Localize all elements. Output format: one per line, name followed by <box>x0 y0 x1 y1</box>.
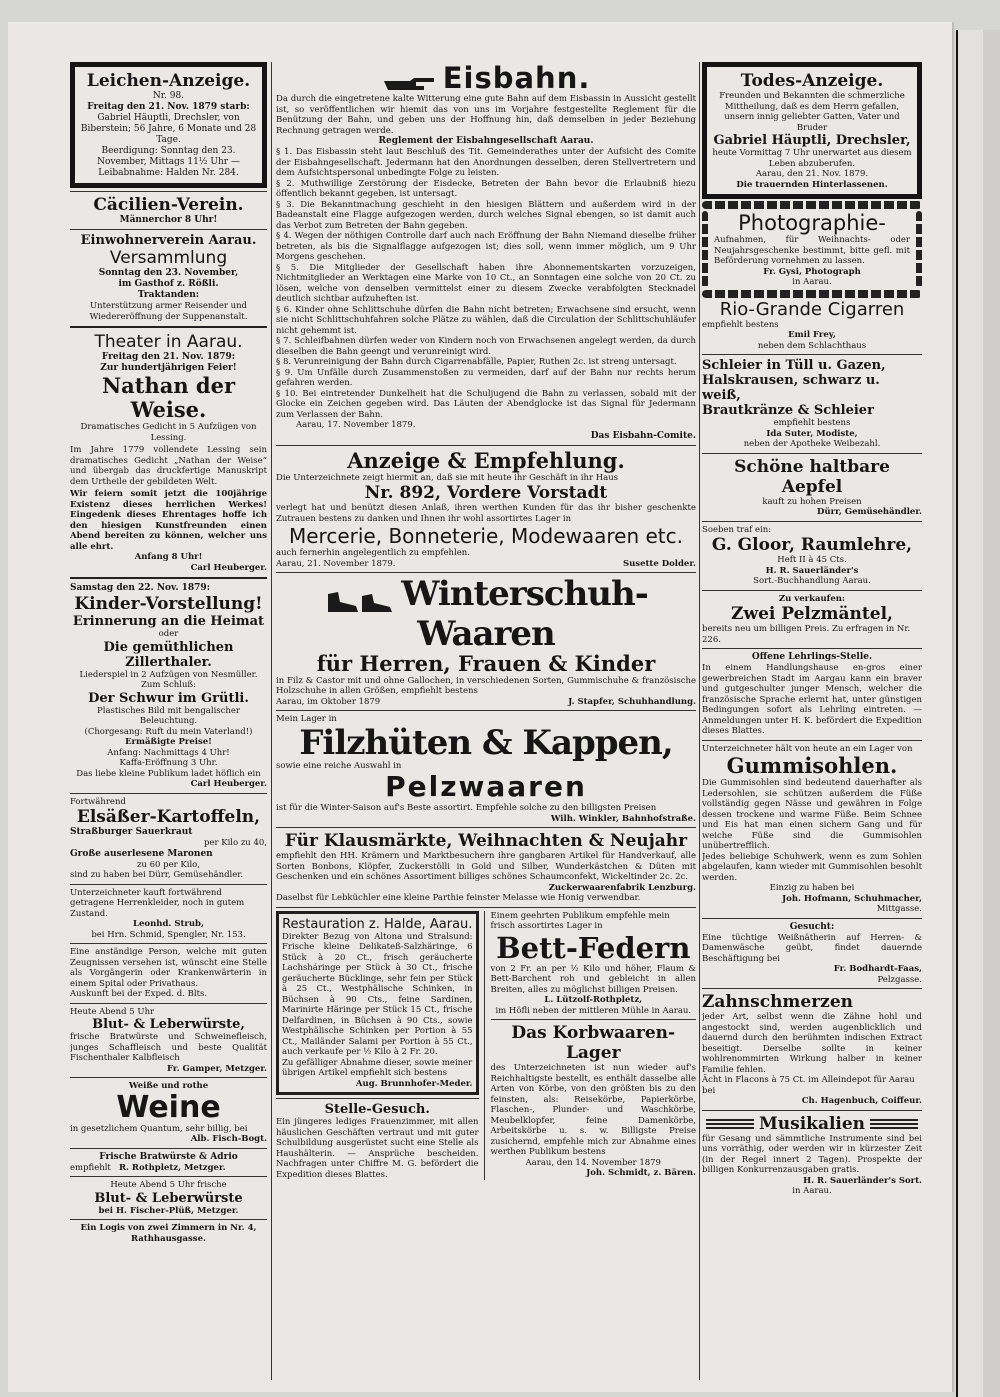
theater-date: Freitag den 21. Nov. 1879: <box>101 352 236 362</box>
gesucht-sign: Fr. Bodhardt-Faas, <box>833 964 922 974</box>
gloor-ad <box>702 525 922 587</box>
stelle-gesuch-ad <box>276 1102 479 1180</box>
rio-addr: neben dem Schlachthaus <box>757 340 867 351</box>
pelz-pre: Zu verkaufen: <box>778 593 846 604</box>
blut1-sign: Fr. Gamper, Metzger. <box>167 1063 267 1074</box>
column-rule-2 <box>699 62 700 1380</box>
aepfel-ad <box>702 457 922 518</box>
theater-desc: Dramatisches Gedicht in 5 Aufzügen von Lessing. <box>80 422 257 443</box>
winter-sign: J. Stapfer, Schuhhandlung. <box>568 696 696 707</box>
aepfel-text: kauft zu hohen Preisen <box>762 496 862 507</box>
stelle-text: Ein jüngeres lediges Frauenzimmer, mit allen häuslichen Geschäften vertraut und mit guter Schulbildung ausgerüstet sucht eine Stelle als Haushälterin. — Ansprüche bescheiden. Nachfragen unter Chiffre M. G. befördert die Expedition dieses Blattes. <box>276 1117 479 1180</box>
klaus-title: Für Klausmärkte, Weihnachten & Neujahr <box>284 831 688 851</box>
kleider-ad <box>70 888 267 941</box>
filz-mid: sowie eine reiche Auswahl in <box>276 760 402 771</box>
todes-text2: heute Vormittag 7 Uhr unerwartet aus diesem Leben abzuberufen. <box>712 148 912 169</box>
rio-grande-ad <box>702 300 922 352</box>
chain-border-left <box>702 211 708 288</box>
todes-sign: Die trauernden Hinterlassenen. <box>736 179 888 190</box>
aepfel-title: Schöne haltbare Aepfel <box>734 456 890 497</box>
einwohner-tract: Unterstützung armer Reisender und Wiedereröffnung der Suppenanstalt. <box>89 301 248 322</box>
restauration-ad <box>276 911 479 1096</box>
caecilien-sub: Männerchor 8 Uhr! <box>119 215 218 225</box>
bett-pre: Einem geehrten Publikum empfehle mein frisch assortirtes Lager in <box>490 910 670 931</box>
rio-sign: Emil Frey, <box>788 330 836 340</box>
zahn-text: jeder Art, selbst wenn die Zähne hohl und angestockt sind, werden augenblicklich und dauernd durch den berühmten indischen Extract beseitigt. Derselbe sollte in keiner wohlrenommirten Wirkung halber in keiner Familie fehlen. <box>702 1012 922 1075</box>
anzeige-text3: auch fernerhin angelegentlich zu empfehlen. <box>276 548 470 558</box>
blut1-text: frische Bratwürste und Schweinefleisch, junges Schaffleisch und beste Qualität Fischenthaler Kalbfleisch <box>70 1032 267 1063</box>
eisbahn-rule-10: § 10. Bei eintretender Dunkelheit hat die Schuljugend die Bahn zu verlassen, sobald mit der Glocke ein Zeichen gegeben wird. Das Läuten der Abendglocke ist das Signal für Jedermann zum Verlassen der Bahn. <box>276 388 696 420</box>
restauration-sign: Aug. Brunnhofer-Meder. <box>355 1078 473 1089</box>
einwohner-date: Sonntag den 23. November, <box>98 268 239 278</box>
kartoffeln-maronen: Große auserlesene Maronen <box>70 848 213 859</box>
musik-place: in Aarau. <box>792 1186 832 1196</box>
gummi-sign: Joh. Hofmann, Schuhmacher, <box>782 893 922 904</box>
anzeige-ad <box>276 449 696 570</box>
musik-sign: H. R. Sauerländer's Sort. <box>803 1175 922 1186</box>
eisbahn-rule-4: § 4. Wegen der nöthigen Controlle darf auch nach Eröffnung der Bahn Niemand dieselbe früher betreten, als bis die Signalflagge aufgezogen ist; dies soll, wenn immer möglich, um 9 Uhr Morgens geschehen. <box>276 231 696 262</box>
gummi-title: Gummisohlen. <box>726 753 898 778</box>
gesucht-addr: Pelzgasse. <box>877 974 922 985</box>
bottom-left-ads <box>276 911 485 1181</box>
einwohner-title: Einwohnerverein Aarau. <box>80 233 257 248</box>
gloor-pre: Soeben traf ein: <box>702 524 772 535</box>
eisbahn-rule-6: § 6. Kinder ohne Schlittschuhe dürfen die Bahn nicht betreten; Erwachsene sind ersucht, wenn sie nicht Schlittschuhfahren solche Plätze zu wählen, daß die Circulation der Schlittschuhläufer nicht gehemmt ist. <box>276 304 696 336</box>
kartoffeln-seller: sind zu haben bei Dürr, Gemüsehändler. <box>70 870 244 880</box>
winter-date: Aarau, im Oktober 1879 <box>276 696 381 707</box>
leichen-line1: Freitag den 21. Nov. 1879 starb: <box>87 102 250 112</box>
bett-sign: L. Lützolf-Rothpletz, <box>544 995 643 1005</box>
photo-text: Aufnahmen, für Weihnachts- oder Neujahrsgeschenke bestimmt, bitte gefl. mit Beförderung vornehmen zu lassen. <box>714 235 910 266</box>
gloor-sign: H. R. Sauerländer's <box>765 565 859 576</box>
theater-body2: Wir feiern somit jetzt die 100jährige Existenz dieses herrlichen Werkes! Eingedenk dieses Ehrentages hoffe ich den hiesigen Kunstfreunden einen Abend bereiten zu können, welcher uns alle ehrt. <box>70 489 267 552</box>
zahn-title: Zahnschmerzen <box>702 992 854 1012</box>
gloor-title: G. Gloor, Raumlehre, <box>711 535 913 555</box>
todes-text: Freunden und Bekannten die schmerzliche Mittheilung, daß es dem Herrn gefallen, unsern innig geliebter Gatten, Vater und Bruder <box>719 91 905 133</box>
lehrling-ad <box>702 652 922 737</box>
blutwurst-ad-1 <box>70 1007 267 1075</box>
blut2-sign: bei H. Fischer-Plüß, Metzger. <box>98 1205 239 1216</box>
eisbahn-rule-1: § 1. Das Eisbassin steht laut Beschluß des Tit. Gemeinderathes unter der Aufsicht des Comite der Eisbahngesellschaft. Jedermann hat den Anordnungen desselben, deren Stellvertretern und dem Aufsichtspersonal unbedingte Folge zu leisten. <box>276 147 696 178</box>
filzhuete-ad <box>276 714 696 824</box>
samstag-sub2: Die gemüthlichen Zillerthaler. <box>103 639 234 670</box>
theater-title: Theater in Aarau. <box>94 332 243 352</box>
photo-sign: Fr. Gysi, Photograph <box>763 266 861 277</box>
bett-title: Bett-Federn <box>496 930 691 965</box>
korb-sign: Joh. Schmidt, z. Bären. <box>586 1168 696 1178</box>
photographie-ad <box>702 211 922 288</box>
eisbahn-reg-title: Reglement der Eisbahngesellschaft Aarau. <box>378 136 594 146</box>
chain-border-bottom <box>702 290 922 298</box>
eisbahn-rule-2: § 2. Muthwillige Zerstörung der Eisdecke, Betreten der Bahn bevor die Erlaubniß hiezu öffentlich bekannt gegeben, ist untersagt. <box>276 178 696 199</box>
schleier-text: empfiehlt bestens <box>773 418 851 428</box>
leichen-burial: Beerdigung: Sonntag den 23. November, Mittags 11½ Uhr — Leibabnahme: Halden Nr. 284. <box>97 146 240 178</box>
schleier-sign: Ida Suter, Modiste, <box>766 428 858 439</box>
column-left <box>70 62 267 1380</box>
bettfedern-ad <box>491 911 696 1017</box>
einwohner-place: im Gasthof z. Rößli. <box>118 279 219 289</box>
kleider-addr: bei Hrn. Schmid, Spengler, Nr. 153. <box>91 929 246 940</box>
kartoffeln-mprice: zu 60 per Kilo, <box>136 859 200 870</box>
leichen-title: Leichen-Anzeige. <box>86 71 251 91</box>
column-right <box>702 62 922 1380</box>
blut1-title: Blut- & Leberwürste, <box>92 1017 245 1032</box>
winter-text: in Filz & Castor mit und ohne Gallochen, in verschiedenen Sorten, Gummischuhe & französische Holzschuhe in allen Größen, empfiehlt bestens <box>276 675 696 696</box>
column-middle <box>276 62 696 1380</box>
gummi-addr: Mittgasse. <box>876 904 922 914</box>
klaus-text2: Daselbst für Lebküchler eine kleine Parthie feinster Melasse wie Honig verwendbar. <box>276 893 641 903</box>
pelzmaentel-ad <box>702 594 922 646</box>
shoes-icon <box>324 586 396 616</box>
gummi-text: Die Gummisohlen sind bedeutend dauerhafter als Ledersohlen, sie schützen außerdem die Füße vollständig gegen Nässe und gewähren in Folge dessen trockene und warme Füße. Beim Schnee und Eis hat man einen sichern Gang und für weiche Füße sind die Gummisohlen unübertrefflich. <box>702 778 922 851</box>
restauration-text2: Zu gefälliger Abnahme dieser, sowie meiner übrigen Artikel empfiehlt sich bestens <box>282 1057 473 1078</box>
person-ad <box>70 947 267 1000</box>
anzeige-sign: Susette Dolder. <box>622 558 696 569</box>
caecilien-ad <box>70 195 267 226</box>
anzeige-text1: Die Unterzeichnete zeigt hiermit an, daß sie mit heute ihr Geschäft in ihr Haus <box>276 472 619 483</box>
samstag-desc: Liederspiel in 2 Aufzügen von Nesmüller. <box>79 669 258 680</box>
todes-anzeige <box>702 62 922 199</box>
kartoffeln-title: Elsäßer-Kartoffeln, <box>76 807 261 827</box>
samstag-final: Der Schwur im Grütli. <box>88 690 249 706</box>
weine-sign: Alb. Fisch-Bogt. <box>190 1134 267 1144</box>
samstag-prices: Ermäßigte Preise! <box>125 737 212 747</box>
gloor-text: Heft II à 45 Cts. <box>777 555 847 565</box>
anzeige-title: Anzeige & Empfehlung. <box>347 447 625 473</box>
gesucht-ad <box>702 922 922 986</box>
bottom-ads-row <box>276 911 696 1181</box>
winter-title: Winterschuh-Waaren <box>401 574 648 654</box>
winter-sub: für Herren, Frauen & Kinder <box>316 650 656 676</box>
schleier-line3: Brautkränze & Schleier <box>702 403 874 418</box>
einwohner-ad <box>70 233 267 322</box>
zahn-price: Ächt in Flacons à 75 Ct. im Alleindepot für Aarau bei <box>702 1075 915 1096</box>
korb-date: Aarau, den 14. November 1879 <box>525 1157 661 1168</box>
kinder-vorstellung-ad <box>70 583 267 790</box>
pointing-hand-icon <box>382 76 438 92</box>
weine-ad <box>70 1081 267 1145</box>
kleider-sign: Leonhd. Strub, <box>133 919 204 929</box>
blut1-pre: Heute Abend 5 Uhr <box>70 1006 155 1017</box>
blutwurst-ad-2 <box>70 1180 267 1216</box>
kleider-text: Unterzeichneter kauft fortwährend getragene Herrenkleider, noch in gutem Zustand. <box>70 887 245 919</box>
todes-name: Gabriel Häuptli, Drechsler, <box>713 133 911 148</box>
leichen-anzeige <box>70 62 267 188</box>
schleier-line2: Halskrausen, schwarz u. weiß, <box>702 373 880 403</box>
gummi-text2: Jedes beliebige Schuhwerk, wenn es zum Sohlen abgelaufen, kann wieder mit Gummisohlen besohlt werden. <box>702 851 922 883</box>
filz-text: ist für die Winter-Saison auf's Beste assortirt. Empfehle solche zu den billigsten Preisen <box>276 803 657 813</box>
schleier-addr: neben der Apotheke Weibezahl. <box>743 439 881 449</box>
eisbahn-ad <box>276 62 696 442</box>
eisbahn-rule-9: § 9. Um Unfälle durch Zusammenstoßen zu vermeiden, darf auf der Bahn nur rechts herum gefahren werden. <box>276 367 696 388</box>
blut2-title: Blut- & Leberwürste <box>94 1190 243 1206</box>
stelle-title: Stelle-Gesuch. <box>324 1102 430 1117</box>
kartoffeln-kraut: Straßburger Sauerkraut <box>70 827 193 837</box>
todes-date: Aarau, den 21. Nov. 1879. <box>755 169 869 179</box>
eisbahn-rule-7: § 7. Schleifbahnen dürfen weder von Kindern noch von Erwachsenen angelegt werden, da durch dieselben die Bahn geengt und verunreinigt wird. <box>276 336 696 357</box>
korb-title: Das Korbwaaren-Lager <box>511 1023 676 1063</box>
pelz-title: Zwei Pelzmäntel, <box>731 604 893 624</box>
kartoffeln-price: per Kilo zu 40, <box>203 838 267 848</box>
musik-text: für Gesang und sämmtliche Instrumente sind bei uns vorräthig, oder werden wir in kürzester Zeit (in der Regel innert 2 Tagen). Prospekte der billigen Konkurrenzausgaben gratis. <box>702 1133 922 1175</box>
samstag-sign: Carl Heuberger. <box>190 779 267 789</box>
eisbahn-rule-3: § 3. Die Bekanntmachung geschieht in den hiesigen Blättern und außerdem wird in der Badeanstalt eine Flagge aufgezogen werden, durch welches Signal ebengen, so ist damit auch das Verbot zum Betreten der Bahn gegeben. <box>276 199 696 231</box>
restauration-text: Direkter Bezug von Altona und Stralsund: Frische kleine Delikateß-Salzhäringe, 6 Stück à 20 Ct., frisch geräucherte Lachsháringe per Stück à 30 Ct., frische geräucherte Bücklinge, sehr fein per Stück à 25 Ct., Westphälische Schinken, in Büchsen à 90 Cts., feine Sardinen, Marinirte Häringe per Stück 15 Ct., frische Delfardinen, in Büchsen à 90 Cts., sowie Westphälische Schinken per Portion à 55 Ct., Mailänder Salami per Portion à 55 Ct., auch verkaufe per ½ Kilo à 2 Fr. 20. <box>282 931 473 1057</box>
aepfel-sign: Dürr, Gemüsehändler. <box>817 507 922 517</box>
leichen-text: Gabriel Häuptli, Drechsler, von Biberstein; 56 Jahre, 6 Monate und 28 Tage. <box>80 113 257 145</box>
filz-title: Filzhüten & Kappen, <box>299 722 673 763</box>
leichen-nr: Nr. 98. <box>152 91 185 101</box>
samstag-sub: Erinnerung an die Heimat <box>72 614 265 629</box>
eisbahn-title: Eisbahn. <box>442 62 591 95</box>
theater-play: Nathan der Weise. <box>101 373 236 422</box>
eisbahn-rule-5: § 5. Die Mitglieder der Gesellschaft haben ihre Abonnementskarten vorzuzeigen, Nichtmitglieder an Werktagen eine Marke von 10 Ct., an Sonntagen eine solche von 20 Ct. zu lösen, welche von denselben vermittelst einer zu diesem Zwecke verabfolgten Stecknadel deutlich sichtbar aufzuheften ist. <box>276 262 696 304</box>
chain-border-right <box>916 211 922 288</box>
eisbahn-rule-8: § 8. Verunreinigung der Bahn durch Cigarrenabfälle, Papier, Ruthen 2c. ist streng untersagt. <box>276 357 677 367</box>
weine-text: in gesetzlichem Quantum, sehr billig, bei <box>70 1123 248 1134</box>
bratw-pre: empfiehlt <box>70 1162 111 1173</box>
gummi-text3: Einzig zu haben bei <box>769 883 855 893</box>
winterschuh-ad <box>276 576 696 707</box>
samstag-invite: Das liebe kleine Publikum ladet höflich ein <box>76 768 261 779</box>
filz-sign: Wilh. Winkler, Bahnhofstraße. <box>550 813 696 824</box>
anzeige-text2: verlegt hat und benützt diesen Anlaß, ihren werthen Kunden für das ihr bisher geschenkte Zutrauen bestens zu danken und Ihnen ihr wohl assortirtes Lager in <box>276 503 696 524</box>
samstag-song: (Chorgesang: Ruft du mein Vaterland!) <box>84 726 253 737</box>
samstag-oder: oder <box>158 629 179 639</box>
eisbahn-date: Aarau, 17. November 1879. <box>296 420 416 430</box>
logis-text: Ein Logis von zwei Zimmern in Nr. 4, Rathhausgasse. <box>80 1223 257 1244</box>
theater-occasion: Zur hundertjährigen Feier! <box>100 363 237 373</box>
anzeige-goods: Mercerie, Bonneterie, Modewaaren etc. <box>289 524 683 548</box>
gesucht-title: Gesucht: <box>789 921 835 932</box>
gummi-pre: Unterzeichneter hält von heute an ein Lager von <box>702 743 913 754</box>
korb-text: des Unterzeichneten ist nun wieder auf's Reichhaltigste bestellt, es enthält dasselbe alle Arten von Körbe, von den größten bis zu den feinsten, als: Reisekörbe, Papierkörbe, Flaschen-, Plunder- und Waschkörbe, Meubelklopfer, feine Damenkörbe, Arbeitskörbe u. s. w. Billigste Preise zusichernd, empfehle mich zur Abnahme eines werthen Publikum bestens <box>490 1063 696 1157</box>
bratw-sign: R. Rothpletz, Metzger. <box>118 1162 226 1173</box>
caecilien-title: Cäcilien-Verein. <box>93 195 244 215</box>
photo-title: Photographie- <box>738 211 886 235</box>
klaus-sign: Zuckerwaarenfabrik Lenzburg. <box>548 882 696 893</box>
rio-title: Rio-Grande Cigarren <box>719 298 905 320</box>
zahnschmerzen-ad <box>702 992 922 1107</box>
klaus-text: empfiehlt den HH. Krämern und Marktbesuchern ihre gangbaren Artikel für Handverkauf, alle Sorten Bonbons, Klöpfer, Zuckerstölli in Gold und Silber, Wunderkästchen & Düten mit Geschenken und ein schönes Assortiment billiges schönes Schaumconfekt, Wickeltinder 2c. 2c. <box>276 851 696 882</box>
korbwaaren-ad <box>491 1023 696 1179</box>
kartoffeln-pre: Fortwährend <box>70 796 126 807</box>
theater-body: Im Jahre 1779 vollendete Lessing sein dramatisches Gedicht „Nathan der Weise“ und übergab das druckfertige Manuskript dem Urtheile der gebildeten Welt. <box>70 445 267 487</box>
kartoffeln-ad <box>70 797 267 881</box>
gloor-addr: Sort.-Buchhandlung Aarau. <box>753 576 871 586</box>
rio-text: empfiehlt bestens <box>702 319 779 330</box>
column-rule-1 <box>271 62 272 1380</box>
schleier-ad <box>702 358 922 450</box>
samstag-doors: Kaffa-Eröffnung 3 Uhr. <box>119 758 218 768</box>
schleier-title: Schleier in Tüll u. Gazen, <box>702 358 886 373</box>
bett-text: von 2 Fr. an per ½ Kilo und höher, Flaum & Bett-Barchent roh und gebleicht in allen Breiten, alles zu möglichst billigen Preisen. <box>490 963 696 995</box>
bett-addr: im Höfli neben der mittleren Mühle in Aarau. <box>495 1005 692 1016</box>
einwohner-tract-label: Traktanden: <box>137 290 200 300</box>
pelz-text: bereits neu um billigen Preis. Zu erfragen in Nr. 226. <box>702 624 911 645</box>
theater-sign: Carl Heuberger. <box>190 562 267 573</box>
todes-title: Todes-Anzeige. <box>740 71 884 91</box>
restauration-title: Restauration z. Halde, Aarau. <box>282 916 473 932</box>
klausmarkt-ad <box>276 831 696 904</box>
blut2-pre: Heute Abend 5 Uhr frische <box>110 1180 227 1190</box>
anzeige-date: Aarau, 21. November 1879. <box>276 558 396 569</box>
decorative-bars-right <box>870 1119 918 1129</box>
lehrling-text: In einem Handlungshause en-gros einer gewerbreichen Stadt im Aargau kann ein braver und gutgeschulter junger Mensch, welcher die französische Sprache erlernt hat, unter günstigen Bedingungen sofort als Lehrling eintreten. — Anmeldungen unter H. K. befördert die Expedition dieses Blattes. <box>702 663 922 736</box>
einwohner-heading: Versammlung <box>109 248 228 268</box>
gummisohlen-ad <box>702 744 922 915</box>
anzeige-addr: Nr. 892, Vordere Vorstadt <box>364 483 608 503</box>
eisbahn-intro: Da durch die eingetretene kalte Witterung eine gute Bahn auf dem Eisbassin in Aussicht gestellt ist, so veröffentlichen wir hiemit das von uns im Vorjahre festgestellte Reglement für die Benützung der Bahn, und geben uns der Hoffnung hin, daß demselben in jeder Beziehung Rechnung getragen werde. <box>276 94 696 136</box>
person-text: Eine anständige Person, welche mit guten Zeugnissen versehen ist, wünscht eine Stelle als Vorgängerin oder Krankenwärterin in einem Spital oder Privathaus. <box>70 947 267 989</box>
chain-border-top <box>702 201 922 209</box>
bratwurst-ad <box>70 1152 267 1174</box>
decorative-bars-left <box>706 1119 754 1129</box>
weine-title: Weine <box>116 1089 221 1125</box>
samstag-schluss: Zum Schluß: <box>141 680 196 690</box>
theater-start: Anfang 8 Uhr! <box>134 552 203 562</box>
lehrling-title: Offene Lehrlings-Stelle. <box>751 652 873 662</box>
photo-place: in Aarau. <box>792 277 832 287</box>
theater-ad <box>70 332 267 573</box>
filz-pre: Mein Lager in <box>276 714 337 724</box>
eisbahn-sign: Das Eisbahn-Comite. <box>590 430 696 441</box>
filz-pelz: Pelzwaaren <box>385 770 587 803</box>
bratw-title: Frische Bratwürste & Adrio <box>99 1151 238 1162</box>
bottom-right-ads <box>491 911 696 1181</box>
adjacent-page-strip <box>983 30 1000 1397</box>
samstag-title: Kinder-Vorstellung! <box>74 594 263 614</box>
person-info: Auskunft bei der Exped. d. Blts. <box>70 989 208 999</box>
samstag-final-desc: Plastisches Bild mit bengalischer Beleuchtung. <box>97 705 240 726</box>
musikalien-ad <box>702 1114 922 1197</box>
weine-pre: Weiße und rothe <box>128 1081 209 1091</box>
gesucht-text: Eine tüchtige Weißnätherin auf Herren- & Damenwäsche geübt, findet dauernde Beschäftigung bei <box>702 932 922 964</box>
musik-title: Musikalien <box>758 1113 866 1134</box>
zahn-sign: Ch. Hagenbuch, Coiffeur. <box>801 1096 922 1106</box>
samstag-start: Anfang: Nachmittags 4 Uhr! <box>107 747 230 758</box>
samstag-date: Samstag den 22. Nov. 1879: <box>70 583 211 593</box>
